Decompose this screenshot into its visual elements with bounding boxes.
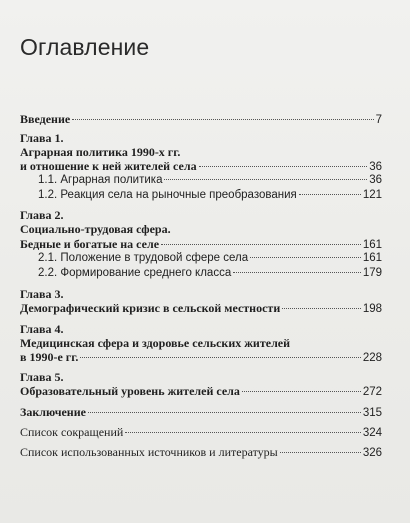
toc-entry-title: Демографический кризис в сельской местности: [20, 301, 281, 315]
toc-entry-chapter-1[interactable]: [20, 159, 382, 174]
toc-entry-page: 179: [362, 267, 382, 279]
toc-entry-title: 2.1. Положение в трудовой сфере села: [38, 252, 249, 264]
toc-entry-page: 161: [362, 239, 382, 251]
chapter-4-title-line1: Медицинская сфера и здоровье сельских жителей: [20, 336, 291, 350]
chapter-2-label: Глава 2.: [20, 208, 64, 222]
chapter-4-label: Глава 4.: [20, 322, 64, 336]
chapter-1-title-line1: Аграрная политика 1990-х гг.: [20, 145, 181, 159]
toc-leader-dots: [242, 391, 361, 392]
toc-entry-page: 198: [362, 303, 382, 315]
toc-entry-title: Список сокращений: [20, 425, 124, 439]
page-title: Оглавление: [20, 34, 150, 60]
toc-leader-dots: [250, 257, 361, 258]
toc-entry-page: 272: [362, 386, 382, 398]
toc-entry-page: 36: [369, 161, 382, 173]
toc-entry-title: в 1990-е гг.: [20, 350, 79, 364]
toc-entry-chapter-3[interactable]: [20, 301, 382, 316]
toc-entry-page: 228: [362, 352, 382, 364]
toc-entry-section-1-1[interactable]: [38, 173, 382, 187]
toc-entry-intro[interactable]: [20, 112, 382, 127]
chapter-5-label: Глава 5.: [20, 370, 64, 384]
toc-entry-section-2-1[interactable]: [38, 251, 382, 265]
toc-entry-chapter-5[interactable]: [20, 384, 382, 399]
toc-entry-title: Список использованных источников и литературы: [20, 445, 278, 459]
chapter-2-title-line1: Социально-трудовая сфера.: [20, 222, 171, 236]
toc-entry-conclusion[interactable]: [20, 405, 382, 420]
toc-entry-page: 326: [362, 447, 382, 459]
toc-entry-page: 36: [369, 174, 382, 186]
toc-entry-page: 121: [362, 189, 382, 201]
toc-leader-dots: [72, 119, 373, 120]
toc-entry-page: 315: [362, 407, 382, 419]
toc-leader-dots: [233, 272, 361, 273]
toc-leader-dots: [161, 244, 361, 245]
toc-entry-title: 2.2. Формирование среднего класса: [38, 267, 232, 279]
toc-entry-title: 1.1. Аграрная политика: [38, 174, 163, 186]
toc-leader-dots: [125, 432, 360, 433]
toc-entry-page: 7: [375, 114, 382, 126]
toc-entry-page: 161: [362, 252, 382, 264]
chapter-3-label: Глава 3.: [20, 287, 64, 301]
toc-entry-chapter-2[interactable]: [20, 237, 382, 252]
toc-leader-dots: [80, 357, 360, 358]
toc-entry-section-2-2[interactable]: [38, 266, 382, 280]
toc-entry-title: и отношение к ней жителей села: [20, 159, 197, 173]
toc-leader-dots: [299, 194, 361, 195]
toc-entry-sources[interactable]: [20, 445, 382, 460]
chapter-1-label: Глава 1.: [20, 131, 64, 145]
toc-leader-dots: [280, 452, 361, 453]
toc-leader-dots: [199, 166, 368, 167]
toc-entry-title: Бедные и богатые на селе: [20, 237, 160, 251]
toc-entry-page: 324: [362, 427, 382, 439]
toc-leader-dots: [164, 179, 367, 180]
toc-entry-title: Образовательный уровень жителей села: [20, 384, 240, 398]
toc-entry-title: 1.2. Реакция села на рыночные преобразования: [38, 189, 297, 201]
toc-entry-chapter-4[interactable]: [20, 350, 382, 365]
toc-entry-title: Заключение: [20, 405, 86, 419]
toc-entry-section-1-2[interactable]: [38, 188, 382, 202]
toc-leader-dots: [88, 412, 361, 413]
toc-entry-title: Введение: [20, 112, 71, 126]
toc-leader-dots: [282, 308, 361, 309]
toc-entry-abbreviations[interactable]: [20, 425, 382, 440]
